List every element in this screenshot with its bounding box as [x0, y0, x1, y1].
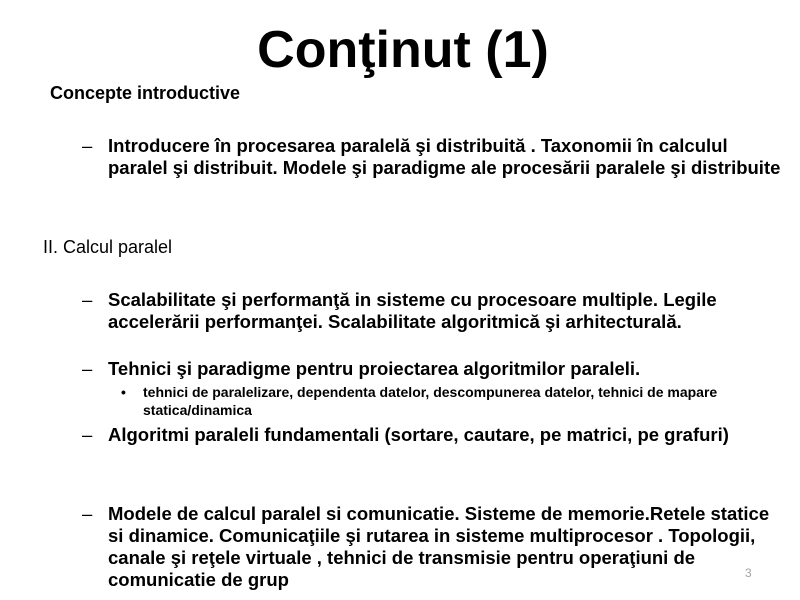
- dash-bullet: –: [82, 358, 93, 379]
- list-item: [82, 135, 783, 179]
- intro-heading: Concepte introductive: [50, 83, 241, 103]
- list-item: [82, 503, 783, 591]
- dash-bullet: –: [82, 135, 93, 156]
- list-item: [82, 358, 783, 380]
- list-item: [82, 289, 783, 333]
- sub-list-item-text: tehnici de paralelizare, dependenta datelor, descompunerea datelor, tehnici de mapare statica/dinamica: [143, 384, 718, 418]
- list-item-text: Introducere în procesarea paralelă şi distribuită . Taxonomii în calculul paralel şi distribuit. Modele şi paradigme ale procesării paralele şi distribuite: [108, 135, 781, 178]
- list-item: [82, 424, 783, 446]
- list-item-text: Scalabilitate şi performanţă in sisteme cu procesoare multiple. Legile accelerării performanţei. Scalabilitate algoritmică şi arhitecturală.: [108, 289, 717, 332]
- slide-title: Conţinut (1): [257, 21, 549, 79]
- dot-bullet: •: [121, 384, 126, 400]
- dash-bullet: –: [82, 424, 93, 445]
- sub-list-item: [121, 383, 743, 419]
- list-item-text: Tehnici şi paradigme pentru proiectarea algoritmilor paraleli.: [108, 358, 641, 379]
- dash-bullet: –: [82, 289, 93, 310]
- section-heading: II. Calcul paralel: [43, 237, 173, 257]
- list-item-text: Algoritmi paraleli fundamentali (sortare, cautare, pe matrici, pe grafuri): [108, 424, 729, 445]
- dash-bullet: –: [82, 503, 93, 524]
- list-item-text: Modele de calcul paralel si comunicatie. Sisteme de memorie.Retele statice si dinamice. Comunicaţiile şi rutarea in sisteme multiprocesor . Topologii, canale şi reţele virtuale , tehnici de transmisie pentru operaţiuni de comunicatie de grup: [108, 503, 770, 590]
- page-number: 3: [745, 566, 752, 580]
